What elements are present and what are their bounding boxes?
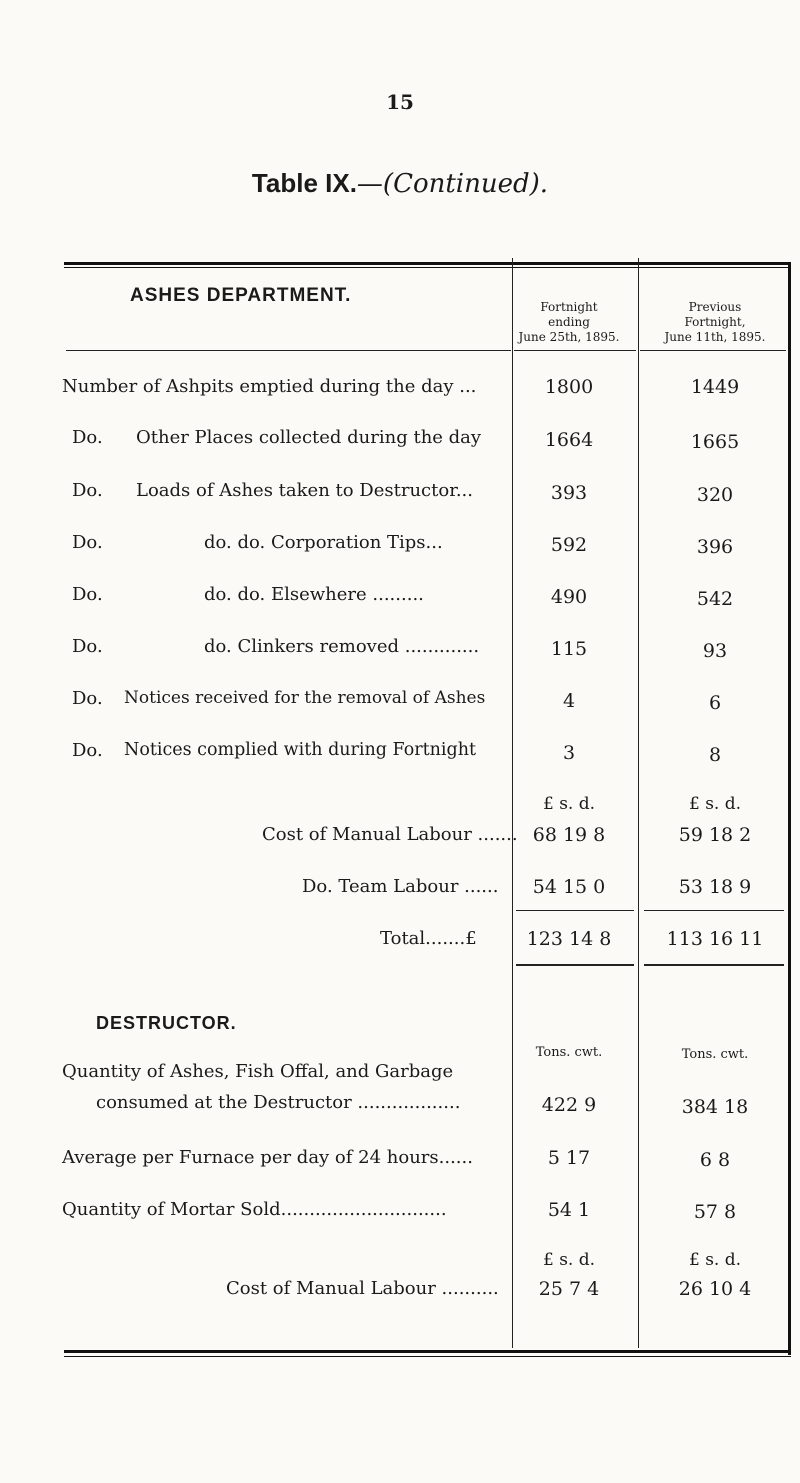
- ashes-row-label: Loads of Ashes taken to Destructor...: [136, 480, 473, 501]
- header-rule-right: [640, 350, 786, 351]
- average-current: 5 17: [547, 1147, 591, 1169]
- total-current: 123 14 8: [526, 928, 612, 950]
- quantity-label-line2: consumed at the Destructor ..................: [96, 1092, 461, 1113]
- frame-top-rule-thin: [64, 267, 791, 268]
- ashes-row-previous: 320: [696, 484, 734, 506]
- mortar-label: Quantity of Mortar Sold.............................: [62, 1199, 447, 1220]
- table-title-main: Table IX.: [251, 168, 357, 198]
- header-rule-mid: [514, 350, 636, 351]
- ashes-row-previous: 1449: [690, 376, 740, 398]
- manual-labour-current: 68 19 8: [532, 824, 606, 846]
- ashes-row-label: do. Clinkers removed .............: [204, 636, 480, 657]
- ashes-row-prefix: Do.: [72, 636, 103, 657]
- ashes-row-previous: 6: [708, 692, 722, 714]
- ashes-row-prefix: Do.: [72, 427, 103, 448]
- quantity-label-line1: Quantity of Ashes, Fish Offal, and Garbage: [62, 1061, 454, 1082]
- ashes-row-prefix: Do.: [72, 740, 103, 761]
- ashes-row-previous: 8: [708, 744, 722, 766]
- col2-header-line: Fortnight,: [684, 315, 746, 329]
- manual-labour-previous: 59 18 2: [678, 824, 752, 846]
- ashes-department-heading: ASHES DEPARTMENT.: [130, 285, 352, 306]
- total-rule-current: [516, 964, 634, 966]
- money-units-current: £ s. d.: [542, 794, 596, 814]
- col2-header-line: June 11th, 1895.: [664, 330, 766, 344]
- ashes-row-current: 393: [550, 482, 588, 504]
- ashes-row-current: 1800: [544, 376, 594, 398]
- ashes-row-current: 3: [562, 742, 576, 764]
- ashes-row-prefix: Do.: [72, 688, 103, 709]
- total-label: Total.......£: [380, 928, 477, 949]
- ashes-row-current: 115: [550, 638, 588, 660]
- ashes-row-current: 490: [550, 586, 588, 608]
- ashes-row-prefix: Do.: [72, 480, 103, 501]
- table-title-suffix: —(Continued).: [356, 169, 549, 199]
- col1-header-line: Fortnight: [540, 300, 598, 314]
- ashes-row-current: 1664: [544, 429, 594, 451]
- ashes-row-label: do. do. Corporation Tips...: [204, 532, 443, 553]
- tons-units-current: Tons. cwt.: [535, 1045, 603, 1060]
- destructor-money-units-current: £ s. d.: [542, 1250, 596, 1270]
- frame-top-rule: [64, 262, 791, 265]
- destructor-manual-labour-previous: 26 10 4: [678, 1278, 752, 1300]
- manual-labour-label: Cost of Manual Labour .......: [262, 824, 518, 845]
- column-divider-right: [638, 258, 639, 1348]
- ashes-row-prefix: Do.: [72, 584, 103, 605]
- destructor-manual-labour-current: 25 7 4: [538, 1278, 600, 1300]
- destructor-money-units-previous: £ s. d.: [688, 1250, 742, 1270]
- subtotal-rule-previous: [644, 910, 784, 911]
- ashes-row-current: 4: [562, 690, 576, 712]
- ashes-row-label: Number of Ashpits emptied during the day ...: [62, 376, 477, 397]
- mortar-current: 54 1: [547, 1199, 591, 1221]
- total-previous: 113 16 11: [666, 928, 764, 950]
- col1-header: [500, 300, 638, 345]
- ashes-row-previous: 1665: [690, 431, 740, 453]
- ashes-row-label: Notices complied with during Fortnight: [124, 740, 477, 760]
- total-rule-previous: [644, 964, 784, 966]
- ashes-row-label: Notices received for the removal of Ashes: [124, 688, 486, 708]
- ashes-row-previous: 542: [696, 588, 734, 610]
- team-labour-previous: 53 18 9: [678, 876, 752, 898]
- tons-units-previous: Tons. cwt.: [681, 1047, 749, 1062]
- average-previous: 6 8: [699, 1149, 731, 1171]
- team-labour-label: Do. Team Labour ......: [302, 876, 499, 897]
- team-labour-current: 54 15 0: [532, 876, 606, 898]
- ashes-row-current: 592: [550, 534, 588, 556]
- mortar-previous: 57 8: [693, 1201, 737, 1223]
- ashes-row-label: do. do. Elsewhere .........: [204, 584, 424, 605]
- frame-bottom-rule: [64, 1350, 791, 1353]
- col2-header-line: Previous: [688, 300, 742, 314]
- average-label: Average per Furnace per day of 24 hours......: [62, 1147, 473, 1168]
- ashes-row-label: Other Places collected during the day: [136, 427, 482, 448]
- col1-header-line: June 25th, 1895.: [518, 330, 620, 344]
- header-rule-left: [66, 350, 511, 351]
- frame-bottom-rule-thin: [64, 1356, 791, 1357]
- destructor-manual-labour-label: Cost of Manual Labour ..........: [226, 1278, 499, 1299]
- table-title: [0, 168, 800, 199]
- quantity-current: 422 9: [541, 1094, 597, 1116]
- ashes-row-previous: 396: [696, 536, 734, 558]
- col2-header: [640, 300, 790, 345]
- money-units-previous: £ s. d.: [688, 794, 742, 814]
- page-number: 15: [386, 90, 414, 114]
- subtotal-rule-current: [516, 910, 634, 911]
- ashes-row-prefix: Do.: [72, 532, 103, 553]
- quantity-previous: 384 18: [681, 1096, 749, 1118]
- ashes-row-previous: 93: [702, 640, 728, 662]
- destructor-heading: DESTRUCTOR.: [96, 1013, 237, 1033]
- col1-header-line: ending: [548, 315, 590, 329]
